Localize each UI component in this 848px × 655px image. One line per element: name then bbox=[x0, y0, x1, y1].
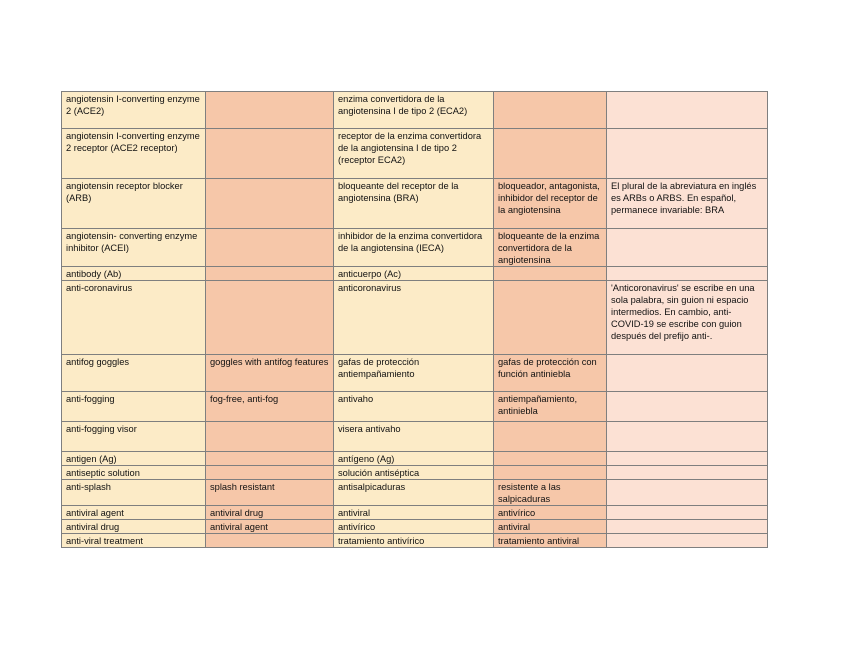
table-row bbox=[62, 229, 768, 267]
table-row bbox=[62, 422, 768, 452]
usage-note bbox=[607, 129, 768, 179]
term-en: angiotensin receptor blocker (ARB) bbox=[62, 179, 206, 229]
term-es: bloqueante del receptor de la angiotensina (BRA) bbox=[334, 179, 494, 229]
term-es: antivaho bbox=[334, 392, 494, 422]
table-row bbox=[62, 480, 768, 506]
synonym-en bbox=[206, 422, 334, 452]
term-es: inhibidor de la enzima convertidora de la angiotensina (IECA) bbox=[334, 229, 494, 267]
usage-note bbox=[607, 520, 768, 534]
usage-note bbox=[607, 480, 768, 506]
synonym-en bbox=[206, 452, 334, 466]
usage-note bbox=[607, 506, 768, 520]
synonym-es: resistente a las salpicaduras bbox=[494, 480, 607, 506]
term-es: visera antivaho bbox=[334, 422, 494, 452]
synonym-en bbox=[206, 281, 334, 355]
synonym-es bbox=[494, 422, 607, 452]
term-en: angiotensin I-converting enzyme 2 (ACE2) bbox=[62, 92, 206, 129]
usage-note bbox=[607, 534, 768, 548]
term-en: anti-splash bbox=[62, 480, 206, 506]
term-en: antigen (Ag) bbox=[62, 452, 206, 466]
synonym-es: antivírico bbox=[494, 506, 607, 520]
synonym-en bbox=[206, 267, 334, 281]
glossary-table bbox=[61, 91, 768, 548]
synonym-es bbox=[494, 466, 607, 480]
usage-note bbox=[607, 355, 768, 392]
term-es: antisalpicaduras bbox=[334, 480, 494, 506]
term-es: anticuerpo (Ac) bbox=[334, 267, 494, 281]
usage-note bbox=[607, 92, 768, 129]
synonym-es bbox=[494, 452, 607, 466]
glossary-body bbox=[62, 92, 768, 548]
term-es: solución antiséptica bbox=[334, 466, 494, 480]
synonym-en bbox=[206, 534, 334, 548]
table-row bbox=[62, 466, 768, 480]
synonym-es: bloqueador, antagonista, inhibidor del receptor de la angiotensina bbox=[494, 179, 607, 229]
synonym-es bbox=[494, 281, 607, 355]
term-es: antiviral bbox=[334, 506, 494, 520]
term-es: receptor de la enzima convertidora de la angiotensina I de tipo 2 (receptor ECA2) bbox=[334, 129, 494, 179]
table-row bbox=[62, 267, 768, 281]
synonym-en bbox=[206, 129, 334, 179]
table-row bbox=[62, 179, 768, 229]
table-row bbox=[62, 392, 768, 422]
synonym-en: goggles with antifog features bbox=[206, 355, 334, 392]
usage-note bbox=[607, 452, 768, 466]
synonym-en: splash resistant bbox=[206, 480, 334, 506]
table-row bbox=[62, 129, 768, 179]
term-en: antiseptic solution bbox=[62, 466, 206, 480]
term-en: anti-fogging visor bbox=[62, 422, 206, 452]
synonym-en: antiviral drug bbox=[206, 506, 334, 520]
synonym-es: bloqueante de la enzima convertidora de la angiotensina bbox=[494, 229, 607, 267]
table-row bbox=[62, 355, 768, 392]
term-en: antiviral drug bbox=[62, 520, 206, 534]
term-es: enzima convertidora de la angiotensina I de tipo 2 (ECA2) bbox=[334, 92, 494, 129]
term-en: anti-viral treatment bbox=[62, 534, 206, 548]
synonym-es bbox=[494, 129, 607, 179]
synonym-es bbox=[494, 92, 607, 129]
synonym-es: tratamiento antiviral bbox=[494, 534, 607, 548]
table-row bbox=[62, 534, 768, 548]
synonym-es: antiviral bbox=[494, 520, 607, 534]
table-row bbox=[62, 452, 768, 466]
term-en: anti-coronavirus bbox=[62, 281, 206, 355]
usage-note bbox=[607, 267, 768, 281]
synonym-en: fog-free, anti-fog bbox=[206, 392, 334, 422]
table-row bbox=[62, 506, 768, 520]
synonym-en bbox=[206, 92, 334, 129]
table-row bbox=[62, 520, 768, 534]
term-en: angiotensin- converting enzyme inhibitor (ACEI) bbox=[62, 229, 206, 267]
synonym-en bbox=[206, 179, 334, 229]
term-en: antifog goggles bbox=[62, 355, 206, 392]
term-en: angiotensin I-converting enzyme 2 receptor (ACE2 receptor) bbox=[62, 129, 206, 179]
term-en: antibody (Ab) bbox=[62, 267, 206, 281]
term-en: antiviral agent bbox=[62, 506, 206, 520]
usage-note bbox=[607, 466, 768, 480]
term-es: antígeno (Ag) bbox=[334, 452, 494, 466]
usage-note: El plural de la abreviatura en inglés es ARBs o ARBS. En español, permanece invariable: BRA bbox=[607, 179, 768, 229]
term-es: gafas de protección antiempañamiento bbox=[334, 355, 494, 392]
term-es: anticoronavirus bbox=[334, 281, 494, 355]
synonym-es: antiempañamiento, antiniebla bbox=[494, 392, 607, 422]
table-row bbox=[62, 281, 768, 355]
term-en: anti-fogging bbox=[62, 392, 206, 422]
term-es: antivírico bbox=[334, 520, 494, 534]
term-es: tratamiento antivírico bbox=[334, 534, 494, 548]
usage-note bbox=[607, 229, 768, 267]
synonym-en: antiviral agent bbox=[206, 520, 334, 534]
synonym-en bbox=[206, 229, 334, 267]
table-row bbox=[62, 92, 768, 129]
synonym-es bbox=[494, 267, 607, 281]
synonym-es: gafas de protección con función antiniebla bbox=[494, 355, 607, 392]
synonym-en bbox=[206, 466, 334, 480]
usage-note bbox=[607, 392, 768, 422]
usage-note bbox=[607, 422, 768, 452]
usage-note: 'Anticoronavirus' se escribe en una sola palabra, sin guion ni espacio intermedios. En cambio, anti-COVID-19 se escribe con guion después del prefijo anti-. bbox=[607, 281, 768, 355]
